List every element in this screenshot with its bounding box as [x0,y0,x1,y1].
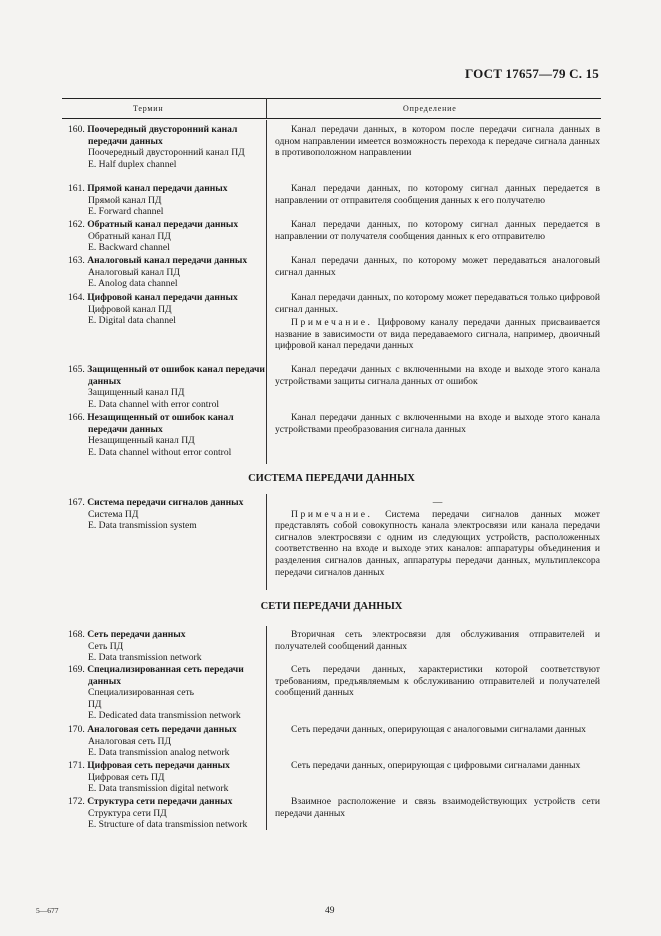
header-column-divider [266,98,267,118]
term-synonym: Цифровой канал ПД [88,303,172,315]
term-definition: Канал передачи данных, по которому сигнал данных передается в направлении от получателя сообщения данных к его отправителю [275,219,600,242]
term-synonym: Специализированная сеть [88,687,195,699]
term-definition: Канал передачи данных, по которому может передаваться только цифровой сигнал данных. [275,292,600,315]
term-title: 170. Аналоговая сеть передачи данных [68,724,237,735]
term-definition: Канал передачи данных, по которому сигнал данных передается в направлении от отправителя сообщения данных к его получателю [275,183,600,206]
term-synonym: Прямой канал ПД [88,194,162,206]
term-title: 160. Поочередный двусторонний канал передачи данных [68,124,238,147]
page-number: 49 [325,906,335,916]
term-synonym: Цифровая сеть ПД [88,771,165,783]
term-title: 167. Система передачи сигналов данных [68,497,244,508]
term-title: 166. Незащищенный от ошибок канал передачи данных [68,412,234,435]
page-header: ГОСТ 17657—79 С. 15 [465,66,599,81]
term-synonym: Аналоговый канал ПД [88,266,180,278]
header-bottom-rule [62,118,601,119]
term-synonym: Поочередный двусторонний канал ПД [88,147,245,159]
term-definition-dash: — [432,497,443,508]
term-title: 171. Цифровая сеть передачи данных [68,760,230,771]
term-title: 162. Обратный канал передачи данных [68,219,239,230]
term-synonym: Структура сети ПД [88,807,167,819]
term-english: E. Dedicated data transmission network [88,710,241,722]
term-title: 163. Аналоговый канал передачи данных [68,255,248,266]
section-heading-networks: СЕТИ ПЕРЕДАЧИ ДАННЫХ [260,601,403,612]
term-english: E. Forward channel [88,206,164,218]
term-english: E. Data transmission network [88,652,202,664]
term-synonym: Незащищенный канал ПД [88,435,195,447]
column-divider [266,494,267,590]
term-definition: Канал передачи данных с включенными на входе и выходе этого канала устройствами преобразования сигнала данных [275,412,600,435]
term-definition: Взаимное расположение и связь взаимодействующих устройств сети передачи данных [275,796,600,819]
table-top-rule [62,98,601,99]
section-heading-system: СИСТЕМА ПЕРЕДАЧИ ДАННЫХ [248,473,415,484]
term-english: E. Data channel without error control [88,446,232,458]
column-header-term: Термин [133,104,164,113]
term-title: 161. Прямой канал передачи данных [68,183,228,194]
column-divider [266,120,267,464]
term-english: E. Structure of data transmission network [88,819,248,831]
term-definition: Канал передачи данных, в котором после передачи сигнала данных в одном направлении имеется возможность перехода к передаче сигнала данных в противоположном направлении [275,124,600,159]
term-definition: Вторичная сеть электросвязи для обслуживания отправителей и получателей сообщений данных [275,629,600,652]
term-english: E. Data transmission digital network [88,783,229,795]
term-english: E. Anolog data channel [88,278,178,290]
term-synonym: ПД [88,698,102,710]
term-title: 168. Сеть передачи данных [68,629,186,640]
term-note: Примечание. Цифровому каналу передачи данных присваивается название в зависимости от вида передаваемого сигнала, например, двоичный цифровой канал передачи данных [275,317,600,352]
term-title: 172. Структура сети передачи данных [68,796,233,807]
term-title: 169. Специализированная сеть передачи данных [68,664,244,687]
term-synonym: Защищенный канал ПД [88,387,185,399]
term-synonym: Обратный канал ПД [88,230,171,242]
term-english: E. Half duplex channel [88,158,177,170]
term-english: E. Data channel with error control [88,398,220,410]
term-title: 164. Цифровой канал передачи данных [68,292,238,303]
term-synonym: Система ПД [88,508,139,520]
term-title: 165. Защищенный от ошибок канал передачи данных [68,364,265,387]
term-synonym: Сеть ПД [88,640,124,652]
term-definition: Сеть передачи данных, оперирующая с аналоговыми сигналами данных [291,724,586,735]
term-english: E. Digital data channel [88,315,176,327]
term-definition: Сеть передачи данных, характеристики которой соответствуют требованиям, предъявляемым к обслуживанию отправителей и получателей сообщений данных [275,664,600,699]
footer-code: 5—677 [36,906,59,915]
term-note: Примечание. Система передачи сигналов данных может представлять собой совокупность канала электросвязи или канала передачи сигналов электросвязи с одним из следующих устройств, расположенных соответственно на входе и выходе этих каналов: аппаратуры объединения и разделения сигналов данных, аппаратуры передачи данных, мультиплексора передачи сигналов данных [275,508,600,578]
column-header-definition: Определение [403,104,457,113]
term-english: E. Data transmission analog network [88,747,230,759]
term-definition: Канал передачи данных, по которому может передаваться аналоговый сигнал данных [275,255,600,278]
term-synonym: Аналоговая сеть ПД [88,735,172,747]
term-definition: Сеть передачи данных, оперирующая с цифровыми сигналами данных [291,760,581,771]
term-definition: Канал передачи данных с включенными на входе и выходе этого канала устройствами защиты сигнала данных от ошибок [275,364,600,387]
column-divider [266,626,267,830]
term-english: E. Data transmission system [88,520,197,532]
term-english: E. Backward channel [88,242,170,254]
